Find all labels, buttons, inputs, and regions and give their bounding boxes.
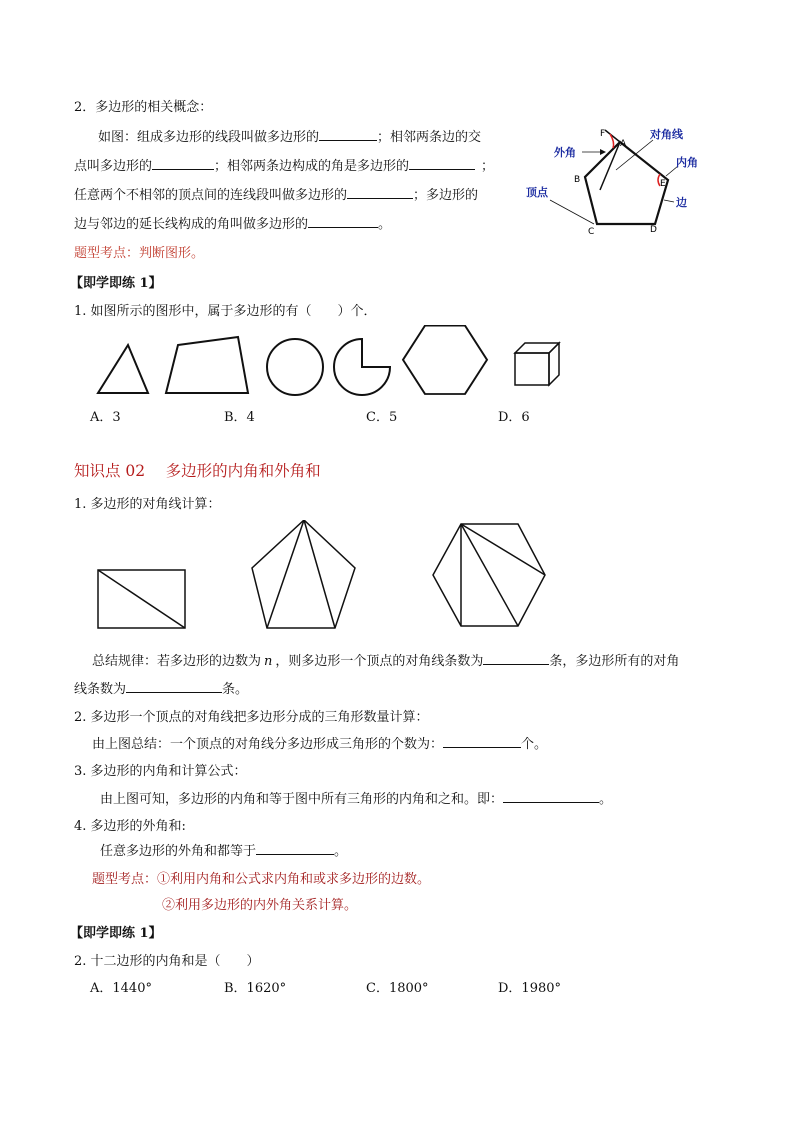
answer-blank-diagonal[interactable] bbox=[347, 185, 413, 199]
practice1-option-c[interactable]: C．5 bbox=[366, 410, 398, 425]
side-pointer bbox=[664, 200, 674, 202]
text: 点叫多边形的 bbox=[74, 159, 153, 174]
practice1-option-a[interactable]: A．3 bbox=[90, 410, 121, 425]
section2-item2: 2. 多边形一个顶点的对角线把多边形分成的三角形数量计算： bbox=[74, 710, 429, 725]
text: 由上图可知，多边形的内角和等于图中所有三角形的内角和之和。即： bbox=[100, 792, 504, 807]
answer-blank-total-diagonals[interactable] bbox=[126, 679, 222, 693]
practice1-option-d[interactable]: D．6 bbox=[498, 410, 530, 425]
cube-front bbox=[515, 353, 549, 385]
shapes-figure bbox=[90, 325, 570, 400]
rectangle-diagonal bbox=[98, 570, 185, 628]
label-D: D bbox=[650, 225, 657, 235]
label-F: F bbox=[600, 129, 606, 139]
section2-item1: 1. 多边形的对角线计算： bbox=[74, 497, 221, 512]
answer-blank-interior-angle[interactable] bbox=[409, 156, 475, 170]
circle-shape bbox=[267, 339, 323, 395]
text: 条，多边形所有的对角 bbox=[549, 654, 680, 669]
text: 由上图总结：一个顶点的对角线分多边形成三角形的个数为： bbox=[92, 737, 444, 752]
quadrilateral-shape bbox=[166, 337, 248, 393]
label-B: B bbox=[574, 175, 581, 185]
practice1-label: 【即学即练 1】 bbox=[70, 276, 162, 291]
label-exterior: 外角 bbox=[554, 146, 576, 159]
practice2-option-c[interactable]: C．1800° bbox=[366, 981, 429, 996]
label-interior: 内角 bbox=[676, 156, 698, 169]
text: 条。 bbox=[222, 682, 249, 697]
practice2-label: 【即学即练 1】 bbox=[70, 926, 162, 941]
section2-item3: 3. 多边形的内角和计算公式： bbox=[74, 764, 247, 779]
practice2-option-a[interactable]: A．1440° bbox=[90, 981, 152, 996]
text: 线条数为 bbox=[74, 682, 127, 697]
summary-line2 bbox=[74, 678, 248, 697]
section2-item4: 4. 多边形的外角和: bbox=[74, 819, 186, 834]
text: 边与邻边的延长线构成的角叫做多边形的 bbox=[74, 217, 309, 232]
cube-top bbox=[515, 343, 559, 353]
pentagon-concept-figure bbox=[520, 122, 720, 238]
pentagon-shape bbox=[252, 520, 355, 628]
arrow-head bbox=[600, 149, 606, 155]
section1-line3 bbox=[74, 184, 478, 203]
section1-topic: 题型考点：判断图形。 bbox=[74, 246, 205, 261]
pacman-shape bbox=[334, 339, 390, 395]
pentagon-outline bbox=[585, 142, 668, 224]
section1-title: 2．多边形的相关概念： bbox=[74, 100, 213, 115]
text: 总结规律：若多边形的边数为 bbox=[92, 654, 262, 669]
label-A: A bbox=[620, 139, 627, 149]
hexagon-shape bbox=[403, 326, 487, 394]
text: 。 bbox=[378, 217, 392, 232]
hexagon-diagonal-2 bbox=[461, 524, 518, 626]
text: 。 bbox=[599, 792, 613, 807]
vertex-pointer bbox=[550, 200, 594, 224]
diagonals-figure bbox=[90, 520, 560, 635]
text: 如图：组成多边形的线段叫做多边形的 bbox=[98, 130, 320, 145]
hexagon-diagonal-3 bbox=[461, 524, 545, 575]
practice1-option-b[interactable]: B．4 bbox=[224, 410, 255, 425]
label-E: E bbox=[660, 179, 666, 189]
practice1-question: 1. 如图所示的图形中，属于多边形的有（ ）个． bbox=[74, 304, 377, 319]
section2-topic-a: 题型考点：①利用内角和公式求内角和或求多边形的边数。 bbox=[92, 872, 431, 887]
answer-blank-exterior-angle[interactable] bbox=[308, 214, 378, 228]
practice2-option-d[interactable]: D．1980° bbox=[498, 981, 562, 996]
text: ；多边形的 bbox=[413, 188, 479, 203]
answer-blank-side[interactable] bbox=[319, 127, 377, 141]
section2-item4-body bbox=[100, 840, 347, 859]
text: ；相邻两条边构成的角是多边形的 bbox=[214, 159, 410, 174]
section2-item3-body bbox=[100, 788, 612, 807]
answer-blank-diagonals-per-vertex[interactable] bbox=[483, 651, 549, 665]
triangle-shape bbox=[98, 345, 148, 393]
practice2-option-b[interactable]: B．1620° bbox=[224, 981, 287, 996]
answer-blank-exterior-sum[interactable] bbox=[256, 841, 334, 855]
section1-line1 bbox=[98, 126, 481, 145]
section2-item2-body bbox=[92, 733, 547, 752]
label-C: C bbox=[588, 227, 595, 237]
label-side: 边 bbox=[676, 196, 687, 209]
text: ，则多边形一个顶点的对角线条数为 bbox=[275, 654, 484, 669]
practice2-question: 2. 十二边形的内角和是（ ） bbox=[74, 954, 260, 969]
variable-n: n bbox=[264, 654, 273, 669]
text: 任意多边形的外角和都等于 bbox=[100, 844, 257, 859]
answer-blank-interior-sum[interactable] bbox=[503, 789, 599, 803]
section2-heading: 知识点 02 多边形的内角和外角和 bbox=[74, 462, 321, 480]
text: 任意两个不相邻的顶点间的连线段叫做多边形的 bbox=[74, 188, 348, 203]
text: ； bbox=[481, 159, 495, 174]
text: ；相邻两条边的交 bbox=[377, 130, 482, 145]
diagonal-line bbox=[600, 142, 620, 190]
label-vertex: 顶点 bbox=[526, 186, 548, 199]
section1-line2 bbox=[74, 155, 494, 174]
section1-line4 bbox=[74, 213, 391, 232]
pentagon-diagonal-2 bbox=[304, 520, 335, 628]
summary-line1 bbox=[92, 650, 679, 669]
section2-topic-b: ②利用多边形的内外角关系计算。 bbox=[162, 898, 358, 913]
cube-side bbox=[549, 343, 559, 385]
answer-blank-triangle-count[interactable] bbox=[443, 734, 521, 748]
text: 个。 bbox=[521, 737, 548, 752]
text: 。 bbox=[334, 844, 348, 859]
label-diagonal: 对角线 bbox=[650, 128, 683, 141]
answer-blank-vertex[interactable] bbox=[152, 156, 214, 170]
